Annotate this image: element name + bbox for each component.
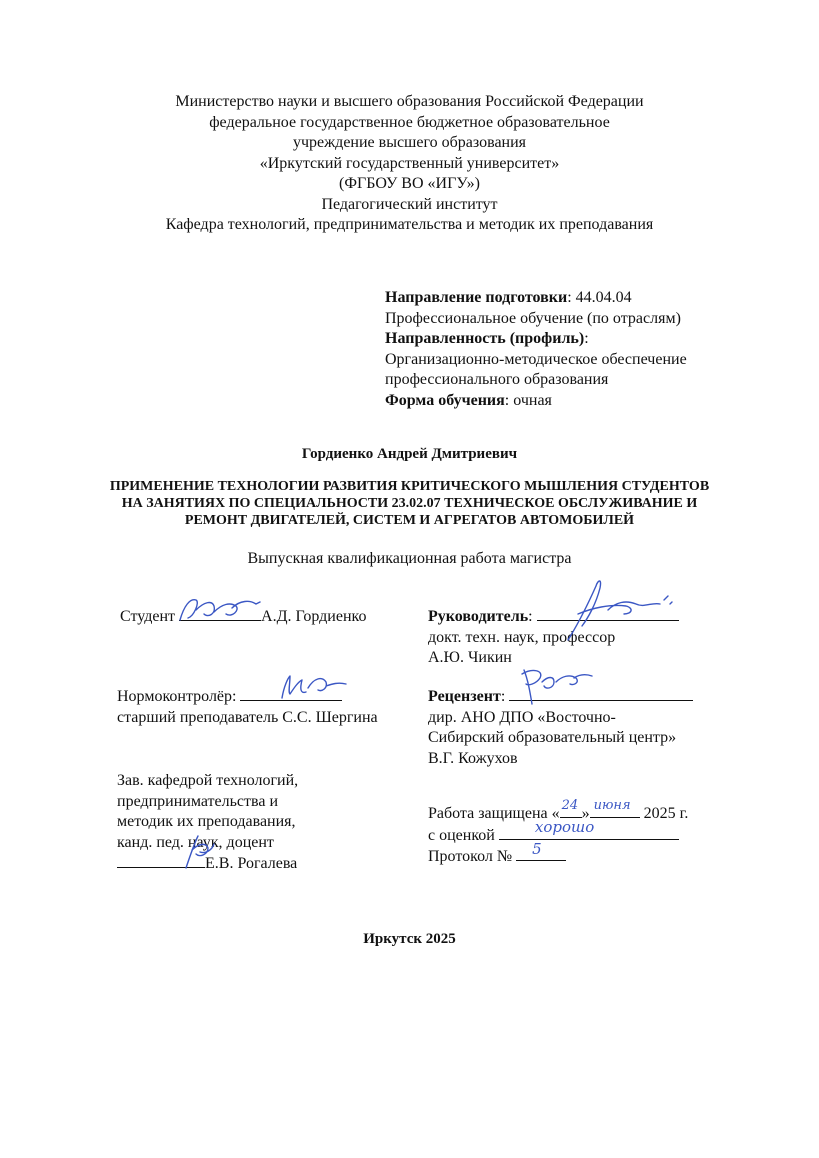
profile-line: Организационно-методическое обеспечение [385, 350, 687, 368]
profile-label: Направленность (профиль) [385, 330, 585, 347]
head-position: предпринимательства и [117, 792, 279, 810]
normcontrol-position: старший преподаватель С.С. Шергина [117, 708, 378, 726]
supervisor-label: Руководитель [428, 608, 529, 625]
reviewer-position: дир. АНО ДПО «Восточно- [428, 708, 616, 726]
head-position: методик их преподавания, [117, 813, 296, 830]
head-position: канд. пед. наук, доцент [117, 833, 274, 851]
reviewer-colon: : [500, 688, 506, 705]
title-line: НА ЗАНЯТИЯХ ПО СПЕЦИАЛЬНОСТИ 23.02.07 ТЕХНИЧЕСКОЕ ОБСЛУЖИВАНИЕ И [121, 496, 698, 511]
head-of-department-block [117, 771, 298, 875]
normcontrol-signature-line [240, 686, 342, 701]
grade-field [499, 818, 679, 840]
header-line: (ФГБОУ ВО «ИГУ») [339, 175, 480, 192]
defense-quote: » [581, 805, 590, 822]
supervisor-block [428, 606, 679, 669]
work-type: Выпускная квалификационная работа магистра [247, 550, 572, 567]
head-position: Зав. кафедрой технологий, [117, 772, 299, 789]
reviewer-label: Рецензент [428, 688, 501, 705]
defense-year: 2025 г. [639, 805, 689, 822]
title-line: ПРИМЕНЕНИЕ ТЕХНОЛОГИИ РАЗВИТИЯ КРИТИЧЕСКОГО МЫШЛЕНИЯ СТУДЕНТОВ [109, 479, 710, 494]
form-label: Форма обучения [385, 391, 505, 409]
student-name: А.Д. Гордиенко [261, 608, 367, 625]
defense-day: 24 [561, 797, 579, 813]
reviewer-block [428, 686, 693, 769]
head-signature-line [117, 853, 205, 868]
header-line: федеральное государственное бюджетное образовательное [209, 113, 610, 131]
supervisor-signature-line [537, 606, 679, 621]
defense-month: июня [593, 797, 631, 813]
grade-label: с оценкой [428, 826, 499, 844]
header-line: Педагогический институт [321, 195, 498, 213]
supervisor-name: А.Ю. Чикин [428, 649, 512, 666]
student-label: Студент [120, 608, 176, 625]
reviewer-position: Сибирский образовательный центр» [428, 729, 677, 746]
header-line: «Иркутский государственный университет» [259, 154, 560, 172]
normcontrol-label: Нормоконтролёр: [117, 688, 241, 705]
protocol-number: 5 [532, 839, 542, 858]
reviewer-name: В.Г. Кожухов [428, 749, 518, 767]
program-info [385, 288, 687, 411]
supervisor-position: докт. техн. наук, профессор [428, 628, 616, 646]
direction-code: : 44.04.04 [567, 289, 632, 306]
defense-day-field [560, 797, 582, 818]
title-line: РЕМОНТ ДВИГАТЕЛЕЙ, СИСТЕМ И АГРЕГАТОВ АВТОМОБИЛЕЙ [184, 513, 635, 528]
student-row [120, 606, 366, 628]
form-value: : очная [504, 391, 552, 409]
protocol-label: Протокол № [428, 848, 517, 865]
direction-name: Профессиональное обучение (по отраслям) [385, 309, 681, 327]
student-signature-line [179, 606, 261, 621]
city-year: Иркутск 2025 [363, 931, 456, 947]
thesis-title [0, 478, 819, 529]
defense-prefix: Работа защищена « [428, 805, 560, 822]
defense-block [428, 797, 689, 868]
defense-month-field [590, 797, 640, 818]
institution-header [0, 92, 819, 236]
normcontrol-block [117, 686, 378, 728]
protocol-field [516, 839, 566, 861]
direction-label: Направление подготовки [385, 289, 568, 306]
profile-colon: : [584, 330, 589, 347]
author-name: Гордиенко Андрей Дмитриевич [301, 446, 518, 462]
header-line: учреждение высшего образования [292, 134, 527, 151]
reviewer-signature-line [509, 686, 693, 701]
supervisor-colon: : [528, 608, 533, 625]
header-line: Министерство науки и высшего образования Российской Федерации [175, 93, 644, 110]
grade-value: хорошо [534, 818, 595, 836]
profile-line: профессионального образования [385, 371, 609, 388]
header-line: Кафедра технологий, предпринимательства и методик их преподавания [165, 216, 654, 233]
head-name: Е.В. Рогалева [205, 855, 298, 872]
